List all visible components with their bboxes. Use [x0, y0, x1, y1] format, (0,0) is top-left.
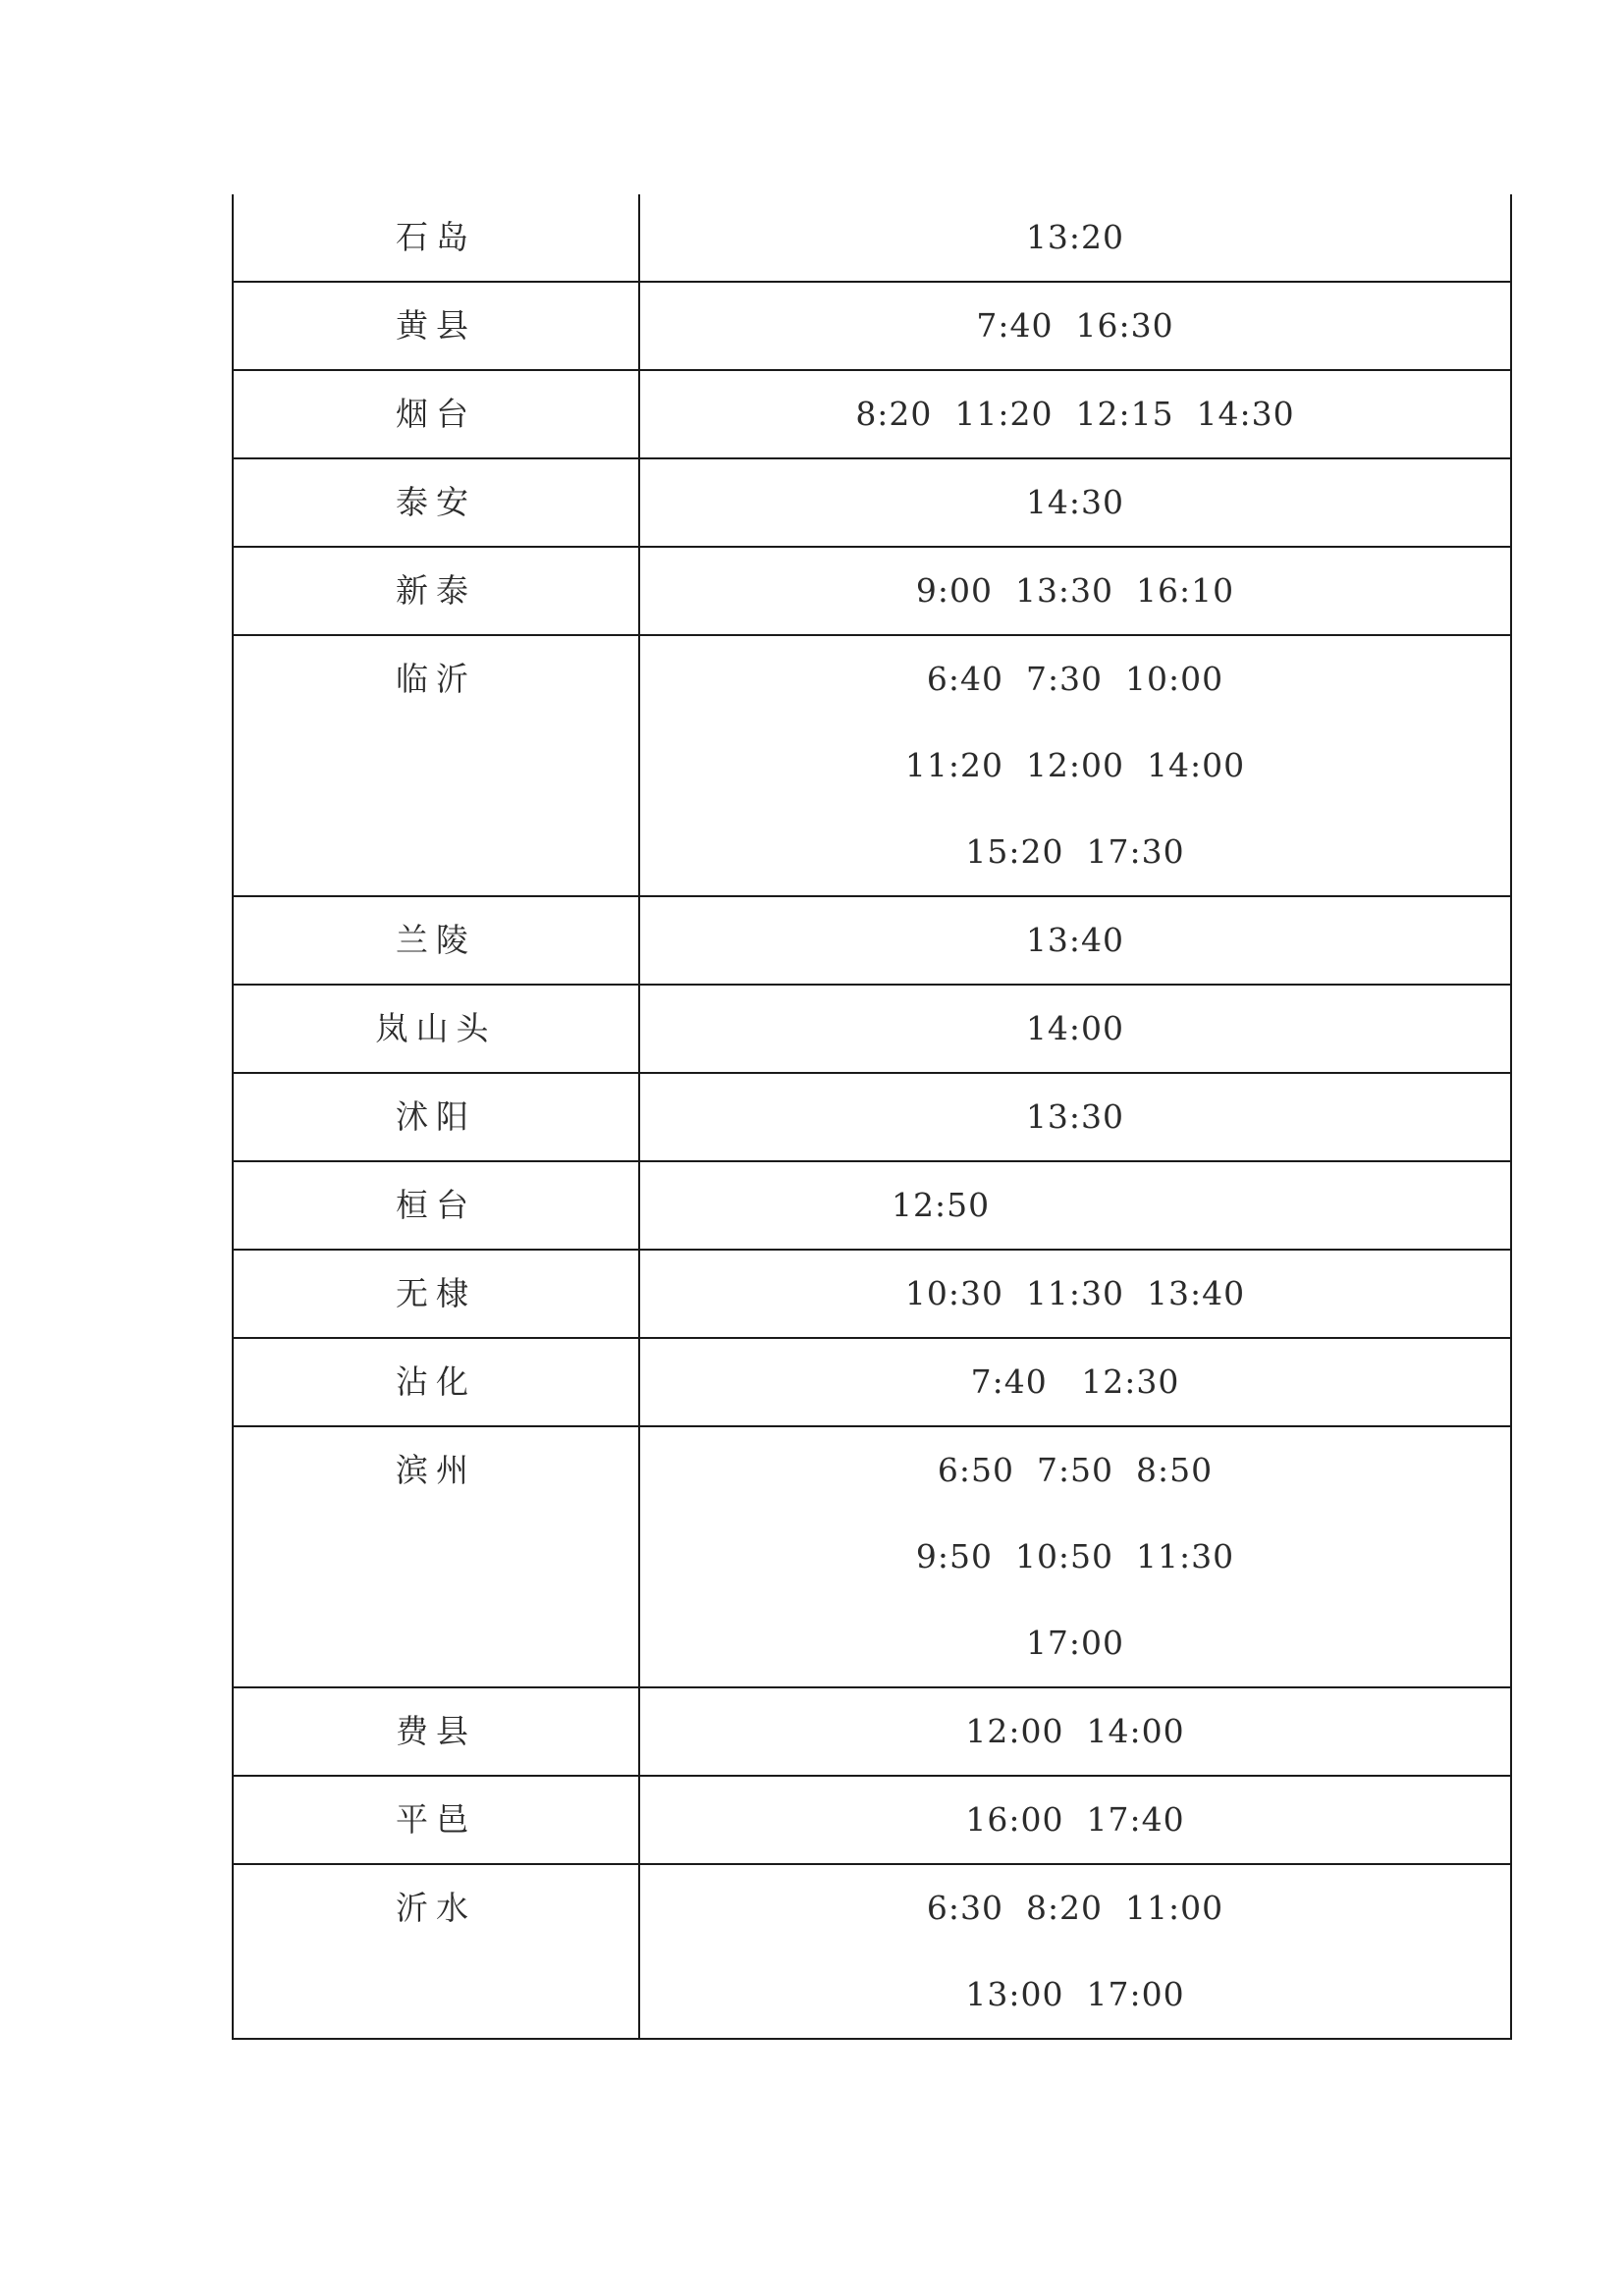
station-name: 沭阳 [396, 1097, 476, 1136]
station-name: 新泰 [396, 571, 476, 610]
station-cell [233, 896, 639, 985]
station-name: 平邑 [396, 1800, 476, 1839]
table-row [233, 1687, 1511, 1776]
station-name: 无棣 [396, 1274, 476, 1312]
station-cell [233, 282, 639, 370]
table-row [233, 282, 1511, 370]
times-cell [639, 458, 1511, 547]
table-row [233, 1250, 1511, 1338]
departure-times: 13:30 [1025, 1097, 1125, 1136]
departure-times: 15:20 17:30 [965, 832, 1185, 871]
table-row [233, 1338, 1511, 1426]
station-cell [233, 635, 639, 896]
departure-times: 13:40 [1025, 921, 1125, 959]
station-name: 沾化 [396, 1362, 476, 1401]
table-row [233, 1161, 1511, 1250]
times-cell [639, 1338, 1511, 1426]
station-cell [233, 1426, 639, 1687]
departure-times: 12:00 14:00 [965, 1712, 1185, 1750]
table-row [233, 1426, 1511, 1687]
times-cell [639, 547, 1511, 635]
table-row [233, 985, 1511, 1073]
times-cell [639, 1687, 1511, 1776]
station-cell [233, 194, 639, 282]
bus-schedule-table [232, 194, 1512, 2040]
departure-times: 8:20 11:20 12:15 14:30 [855, 395, 1295, 433]
station-name: 临沂 [396, 660, 476, 698]
departure-times: 6:50 7:50 8:50 [937, 1451, 1214, 1489]
departure-times: 6:30 8:20 11:00 [926, 1889, 1224, 1927]
departure-times: 6:40 7:30 10:00 [926, 660, 1224, 698]
station-name: 兰陵 [396, 921, 476, 959]
times-cell [639, 1250, 1511, 1338]
departure-times: 17:00 [1025, 1624, 1125, 1662]
table-row [233, 1776, 1511, 1864]
station-name: 滨州 [396, 1451, 476, 1489]
departure-times: 16:00 17:40 [965, 1800, 1185, 1839]
station-cell [233, 1073, 639, 1161]
times-cell [639, 370, 1511, 458]
station-name: 石岛 [396, 218, 476, 256]
departure-times: 9:00 13:30 16:10 [915, 571, 1235, 610]
times-cell [639, 1864, 1511, 2039]
times-cell [639, 282, 1511, 370]
table-row [233, 458, 1511, 547]
table-row [233, 194, 1511, 282]
station-cell [233, 1864, 639, 2039]
departure-times: 10:30 11:30 13:40 [904, 1274, 1246, 1312]
times-cell [639, 985, 1511, 1073]
times-cell [639, 635, 1511, 896]
station-cell [233, 1687, 639, 1776]
station-name: 泰安 [396, 483, 476, 521]
station-cell [233, 1338, 639, 1426]
departure-times: 11:20 12:00 14:00 [904, 746, 1246, 784]
table-row [233, 1864, 1511, 2039]
station-cell [233, 458, 639, 547]
times-cell [639, 1161, 1511, 1250]
times-cell [639, 1776, 1511, 1864]
station-cell [233, 1161, 639, 1250]
station-name: 黄县 [396, 306, 476, 345]
departure-times: 7:40 16:30 [976, 306, 1174, 345]
station-cell [233, 985, 639, 1073]
table-row [233, 635, 1511, 896]
departure-times: 14:30 [1025, 483, 1125, 521]
table-row [233, 896, 1511, 985]
departure-times: 12:50 [892, 1186, 991, 1224]
departure-times: 9:50 10:50 11:30 [915, 1537, 1235, 1575]
station-cell [233, 1250, 639, 1338]
times-cell [639, 194, 1511, 282]
station-cell [233, 370, 639, 458]
departure-times: 7:40 12:30 [970, 1362, 1180, 1401]
times-cell [639, 1426, 1511, 1687]
table-row [233, 547, 1511, 635]
station-name: 烟台 [396, 395, 476, 433]
station-name: 沂水 [396, 1889, 476, 1927]
departure-times: 13:00 17:00 [965, 1975, 1185, 2013]
station-name: 费县 [396, 1712, 476, 1750]
departure-times: 14:00 [1025, 1009, 1125, 1047]
departure-times: 13:20 [1025, 218, 1125, 256]
station-cell [233, 547, 639, 635]
table-row [233, 370, 1511, 458]
station-cell [233, 1776, 639, 1864]
station-name: 桓台 [396, 1186, 476, 1224]
times-cell [639, 896, 1511, 985]
times-cell [639, 1073, 1511, 1161]
table-row [233, 1073, 1511, 1161]
station-name: 岚山头 [375, 1009, 497, 1047]
